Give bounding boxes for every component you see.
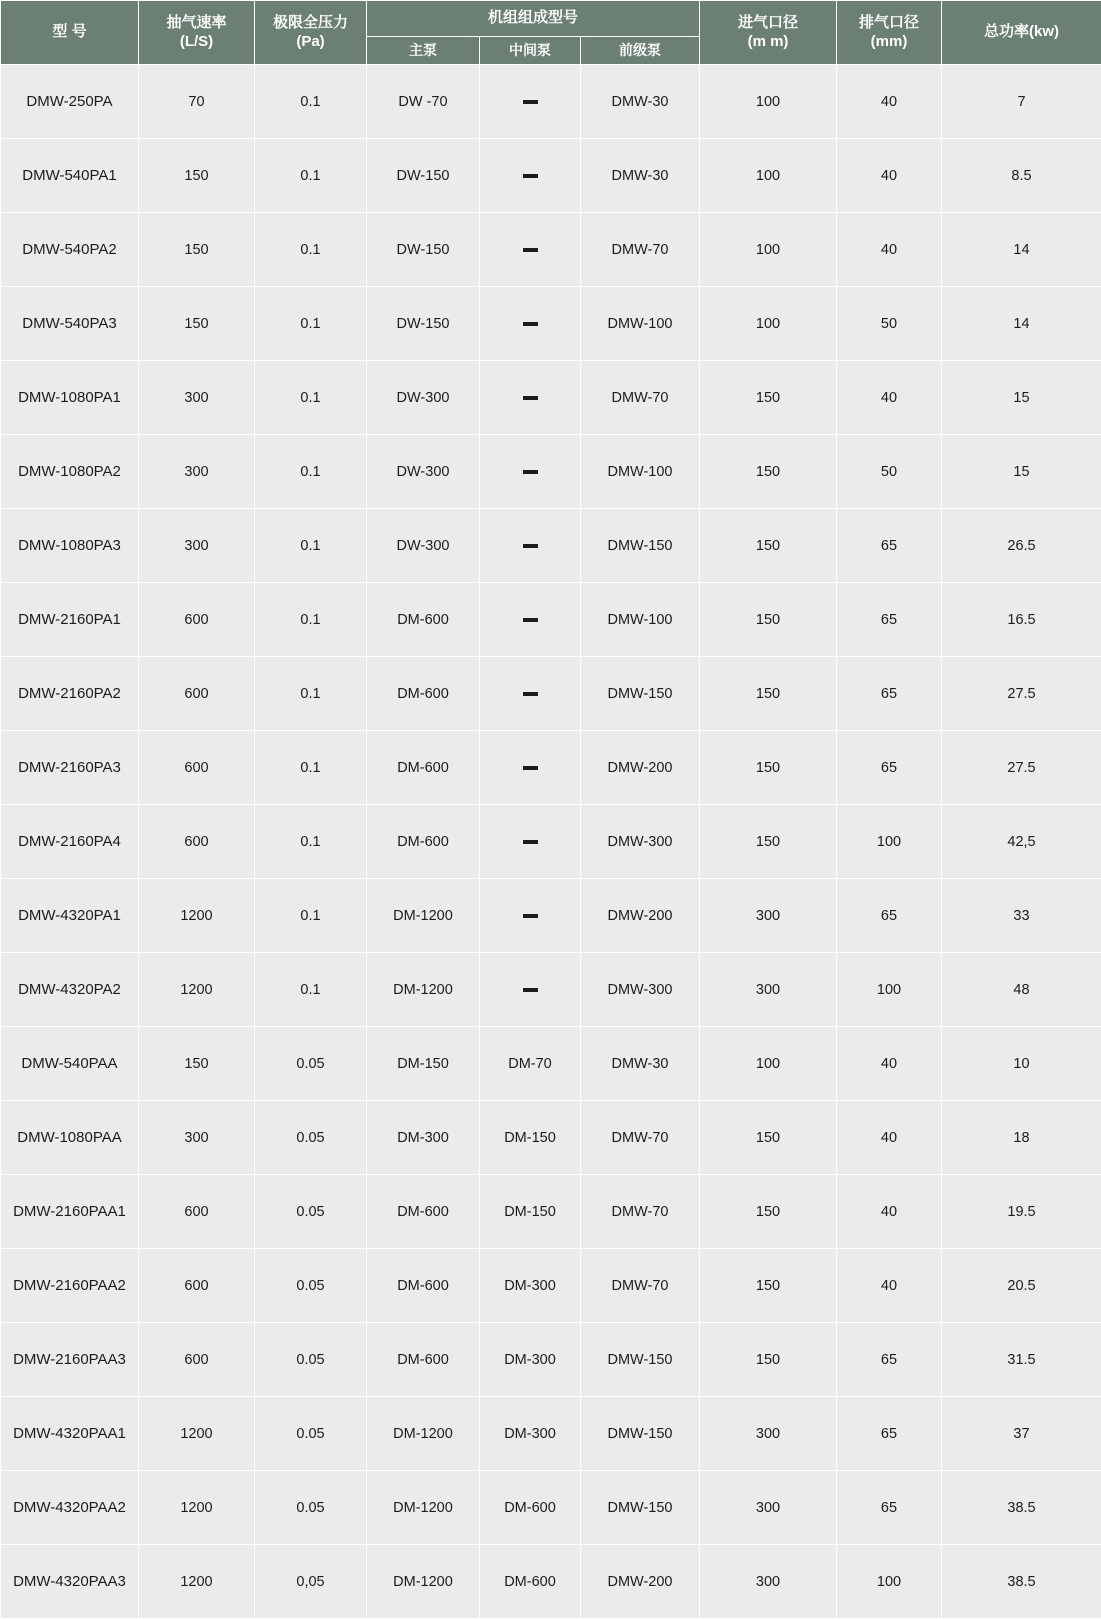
header-main-pump: 主泵 <box>367 36 480 65</box>
cell-intermediate-pump <box>480 139 581 213</box>
table-row <box>1 953 1101 1027</box>
cell-main-pump: DW -70 <box>367 65 480 139</box>
cell-backing-pump: DMW-150 <box>581 657 700 731</box>
header-backing-pump: 前级泵 <box>581 36 700 65</box>
cell-inlet-diameter: 150 <box>700 435 837 509</box>
table-row <box>1 731 1101 805</box>
header-outlet-diameter: 排气口径 (mm) <box>837 1 942 65</box>
cell-intermediate-pump <box>480 65 581 139</box>
table-row <box>1 287 1101 361</box>
cell-outlet-diameter: 50 <box>837 435 942 509</box>
cell-ultimate-pressure: 0.1 <box>255 435 367 509</box>
cell-intermediate-pump <box>480 361 581 435</box>
cell-model: DMW-540PA2 <box>1 213 139 287</box>
dash-icon <box>523 396 538 400</box>
table-row <box>1 213 1101 287</box>
dash-icon <box>523 174 538 178</box>
cell-backing-pump: DMW-70 <box>581 1249 700 1323</box>
cell-main-pump: DM-1200 <box>367 1471 480 1545</box>
cell-intermediate-pump <box>480 657 581 731</box>
cell-pumping-speed: 1200 <box>139 1545 255 1619</box>
cell-model: DMW-540PA1 <box>1 139 139 213</box>
cell-inlet-diameter: 150 <box>700 361 837 435</box>
cell-inlet-diameter: 300 <box>700 953 837 1027</box>
cell-outlet-diameter: 40 <box>837 361 942 435</box>
cell-inlet-diameter: 300 <box>700 1471 837 1545</box>
cell-inlet-diameter: 150 <box>700 657 837 731</box>
cell-model: DMW-2160PA4 <box>1 805 139 879</box>
cell-total-power: 42,5 <box>942 805 1101 879</box>
cell-main-pump: DM-1200 <box>367 1397 480 1471</box>
table-row <box>1 879 1101 953</box>
cell-inlet-diameter: 100 <box>700 213 837 287</box>
cell-total-power: 48 <box>942 953 1101 1027</box>
cell-total-power: 20.5 <box>942 1249 1101 1323</box>
cell-ultimate-pressure: 0.05 <box>255 1027 367 1101</box>
table-row <box>1 361 1101 435</box>
cell-ultimate-pressure: 0.1 <box>255 953 367 1027</box>
cell-backing-pump: DMW-100 <box>581 435 700 509</box>
cell-backing-pump: DMW-70 <box>581 1175 700 1249</box>
cell-outlet-diameter: 40 <box>837 139 942 213</box>
dash-icon <box>523 988 538 992</box>
cell-total-power: 38.5 <box>942 1545 1101 1619</box>
cell-outlet-diameter: 40 <box>837 1027 942 1101</box>
header-pumping-speed: 抽气速率 (L/S) <box>139 1 255 65</box>
cell-pumping-speed: 600 <box>139 805 255 879</box>
cell-ultimate-pressure: 0.05 <box>255 1471 367 1545</box>
cell-intermediate-pump <box>480 287 581 361</box>
cell-ultimate-pressure: 0.05 <box>255 1175 367 1249</box>
table-row <box>1 1545 1101 1619</box>
header-unit-composition: 机组组成型号 <box>367 1 700 37</box>
cell-intermediate-pump: DM-300 <box>480 1249 581 1323</box>
cell-model: DMW-4320PA2 <box>1 953 139 1027</box>
cell-main-pump: DM-600 <box>367 805 480 879</box>
cell-main-pump: DM-300 <box>367 1101 480 1175</box>
cell-pumping-speed: 600 <box>139 731 255 805</box>
cell-inlet-diameter: 100 <box>700 287 837 361</box>
cell-total-power: 26.5 <box>942 509 1101 583</box>
header-inlet-diameter: 进气口径 (m m) <box>700 1 837 65</box>
cell-outlet-diameter: 65 <box>837 509 942 583</box>
table-row <box>1 1101 1101 1175</box>
cell-ultimate-pressure: 0.1 <box>255 139 367 213</box>
cell-inlet-diameter: 100 <box>700 139 837 213</box>
cell-intermediate-pump: DM-600 <box>480 1471 581 1545</box>
cell-inlet-diameter: 150 <box>700 583 837 657</box>
cell-model: DMW-1080PA2 <box>1 435 139 509</box>
cell-model: DMW-4320PA1 <box>1 879 139 953</box>
dash-icon <box>523 322 538 326</box>
dash-icon <box>523 100 538 104</box>
cell-total-power: 37 <box>942 1397 1101 1471</box>
cell-ultimate-pressure: 0,05 <box>255 1545 367 1619</box>
cell-outlet-diameter: 40 <box>837 1101 942 1175</box>
cell-pumping-speed: 1200 <box>139 879 255 953</box>
cell-backing-pump: DMW-200 <box>581 1545 700 1619</box>
header-intermediate-pump: 中间泵 <box>480 36 581 65</box>
cell-pumping-speed: 300 <box>139 509 255 583</box>
cell-inlet-diameter: 100 <box>700 1027 837 1101</box>
cell-total-power: 38.5 <box>942 1471 1101 1545</box>
cell-intermediate-pump <box>480 583 581 657</box>
cell-backing-pump: DMW-100 <box>581 287 700 361</box>
cell-inlet-diameter: 150 <box>700 1323 837 1397</box>
cell-model: DMW-2160PA1 <box>1 583 139 657</box>
cell-pumping-speed: 300 <box>139 1101 255 1175</box>
cell-intermediate-pump: DM-70 <box>480 1027 581 1101</box>
cell-inlet-diameter: 150 <box>700 509 837 583</box>
cell-intermediate-pump <box>480 213 581 287</box>
cell-backing-pump: DMW-70 <box>581 213 700 287</box>
table-row <box>1 1249 1101 1323</box>
cell-ultimate-pressure: 0.1 <box>255 657 367 731</box>
cell-outlet-diameter: 65 <box>837 583 942 657</box>
cell-pumping-speed: 600 <box>139 657 255 731</box>
dash-icon <box>523 692 538 696</box>
cell-model: DMW-1080PAA <box>1 1101 139 1175</box>
dash-icon <box>523 248 538 252</box>
table-row <box>1 1323 1101 1397</box>
cell-outlet-diameter: 100 <box>837 953 942 1027</box>
cell-inlet-diameter: 150 <box>700 1249 837 1323</box>
cell-main-pump: DM-1200 <box>367 1545 480 1619</box>
cell-pumping-speed: 600 <box>139 1323 255 1397</box>
table-row <box>1 1027 1101 1101</box>
header-ultimate-pressure: 极限全压力 (Pa) <box>255 1 367 65</box>
table-row <box>1 805 1101 879</box>
cell-pumping-speed: 1200 <box>139 953 255 1027</box>
cell-model: DMW-4320PAA1 <box>1 1397 139 1471</box>
cell-intermediate-pump: DM-150 <box>480 1101 581 1175</box>
cell-model: DMW-4320PAA2 <box>1 1471 139 1545</box>
cell-pumping-speed: 150 <box>139 139 255 213</box>
cell-backing-pump: DMW-30 <box>581 65 700 139</box>
cell-intermediate-pump: DM-600 <box>480 1545 581 1619</box>
cell-ultimate-pressure: 0.1 <box>255 287 367 361</box>
cell-ultimate-pressure: 0.1 <box>255 361 367 435</box>
cell-intermediate-pump <box>480 509 581 583</box>
cell-main-pump: DW-150 <box>367 213 480 287</box>
cell-backing-pump: DMW-150 <box>581 1323 700 1397</box>
cell-total-power: 27.5 <box>942 731 1101 805</box>
cell-pumping-speed: 150 <box>139 1027 255 1101</box>
cell-outlet-diameter: 65 <box>837 1471 942 1545</box>
cell-main-pump: DM-600 <box>367 583 480 657</box>
cell-outlet-diameter: 100 <box>837 1545 942 1619</box>
cell-pumping-speed: 1200 <box>139 1471 255 1545</box>
cell-model: DMW-2160PAA3 <box>1 1323 139 1397</box>
table-row <box>1 583 1101 657</box>
cell-total-power: 33 <box>942 879 1101 953</box>
cell-outlet-diameter: 100 <box>837 805 942 879</box>
cell-intermediate-pump <box>480 953 581 1027</box>
cell-model: DMW-540PA3 <box>1 287 139 361</box>
dash-icon <box>523 544 538 548</box>
cell-backing-pump: DMW-150 <box>581 1397 700 1471</box>
cell-pumping-speed: 600 <box>139 583 255 657</box>
cell-main-pump: DM-1200 <box>367 953 480 1027</box>
cell-pumping-speed: 300 <box>139 361 255 435</box>
cell-total-power: 27.5 <box>942 657 1101 731</box>
cell-ultimate-pressure: 0.1 <box>255 583 367 657</box>
cell-main-pump: DM-600 <box>367 731 480 805</box>
cell-model: DMW-2160PAA1 <box>1 1175 139 1249</box>
cell-intermediate-pump <box>480 879 581 953</box>
cell-main-pump: DM-600 <box>367 1323 480 1397</box>
cell-total-power: 7 <box>942 65 1101 139</box>
cell-backing-pump: DMW-200 <box>581 731 700 805</box>
cell-ultimate-pressure: 0.1 <box>255 731 367 805</box>
cell-outlet-diameter: 65 <box>837 657 942 731</box>
cell-inlet-diameter: 300 <box>700 1397 837 1471</box>
cell-outlet-diameter: 65 <box>837 731 942 805</box>
cell-total-power: 8.5 <box>942 139 1101 213</box>
cell-ultimate-pressure: 0.05 <box>255 1397 367 1471</box>
cell-backing-pump: DMW-30 <box>581 1027 700 1101</box>
cell-outlet-diameter: 65 <box>837 1397 942 1471</box>
cell-outlet-diameter: 40 <box>837 1249 942 1323</box>
table-row <box>1 1175 1101 1249</box>
dash-icon <box>523 470 538 474</box>
cell-main-pump: DM-1200 <box>367 879 480 953</box>
cell-total-power: 15 <box>942 361 1101 435</box>
cell-ultimate-pressure: 0.05 <box>255 1249 367 1323</box>
table-row <box>1 1471 1101 1545</box>
cell-main-pump: DW-300 <box>367 509 480 583</box>
cell-outlet-diameter: 40 <box>837 1175 942 1249</box>
cell-model: DMW-250PA <box>1 65 139 139</box>
cell-total-power: 14 <box>942 287 1101 361</box>
cell-model: DMW-4320PAA3 <box>1 1545 139 1619</box>
table-row <box>1 65 1101 139</box>
cell-backing-pump: DMW-300 <box>581 953 700 1027</box>
cell-total-power: 31.5 <box>942 1323 1101 1397</box>
table-header <box>1 1 1101 65</box>
cell-intermediate-pump: DM-150 <box>480 1175 581 1249</box>
cell-total-power: 19.5 <box>942 1175 1101 1249</box>
cell-main-pump: DM-600 <box>367 1249 480 1323</box>
dash-icon <box>523 618 538 622</box>
table-row <box>1 657 1101 731</box>
table-row <box>1 1397 1101 1471</box>
cell-model: DMW-2160PA3 <box>1 731 139 805</box>
cell-outlet-diameter: 65 <box>837 1323 942 1397</box>
cell-pumping-speed: 150 <box>139 287 255 361</box>
cell-backing-pump: DMW-200 <box>581 879 700 953</box>
cell-model: DMW-1080PA3 <box>1 509 139 583</box>
table-row <box>1 139 1101 213</box>
cell-ultimate-pressure: 0.05 <box>255 1323 367 1397</box>
header-row-primary <box>1 1 1101 37</box>
header-model: 型 号 <box>1 1 139 65</box>
cell-backing-pump: DMW-300 <box>581 805 700 879</box>
cell-pumping-speed: 300 <box>139 435 255 509</box>
cell-model: DMW-2160PA2 <box>1 657 139 731</box>
cell-inlet-diameter: 150 <box>700 805 837 879</box>
cell-total-power: 14 <box>942 213 1101 287</box>
cell-model: DMW-2160PAA2 <box>1 1249 139 1323</box>
cell-intermediate-pump <box>480 435 581 509</box>
table-body <box>1 65 1101 1619</box>
cell-backing-pump: DMW-70 <box>581 1101 700 1175</box>
cell-backing-pump: DMW-70 <box>581 361 700 435</box>
cell-inlet-diameter: 300 <box>700 1545 837 1619</box>
cell-inlet-diameter: 150 <box>700 1175 837 1249</box>
table-row <box>1 435 1101 509</box>
cell-outlet-diameter: 65 <box>837 879 942 953</box>
cell-model: DMW-1080PA1 <box>1 361 139 435</box>
cell-ultimate-pressure: 0.05 <box>255 1101 367 1175</box>
cell-model: DMW-540PAA <box>1 1027 139 1101</box>
cell-backing-pump: DMW-30 <box>581 139 700 213</box>
cell-total-power: 10 <box>942 1027 1101 1101</box>
cell-main-pump: DM-150 <box>367 1027 480 1101</box>
cell-backing-pump: DMW-150 <box>581 1471 700 1545</box>
dash-icon <box>523 840 538 844</box>
cell-total-power: 18 <box>942 1101 1101 1175</box>
cell-pumping-speed: 70 <box>139 65 255 139</box>
cell-main-pump: DW-300 <box>367 361 480 435</box>
cell-inlet-diameter: 100 <box>700 65 837 139</box>
cell-outlet-diameter: 40 <box>837 213 942 287</box>
cell-intermediate-pump <box>480 805 581 879</box>
cell-ultimate-pressure: 0.1 <box>255 509 367 583</box>
table-row <box>1 509 1101 583</box>
cell-main-pump: DM-600 <box>367 657 480 731</box>
cell-main-pump: DM-600 <box>367 1175 480 1249</box>
cell-main-pump: DW-150 <box>367 139 480 213</box>
cell-ultimate-pressure: 0.1 <box>255 805 367 879</box>
cell-main-pump: DW-150 <box>367 287 480 361</box>
cell-pumping-speed: 150 <box>139 213 255 287</box>
cell-backing-pump: DMW-150 <box>581 509 700 583</box>
cell-pumping-speed: 1200 <box>139 1397 255 1471</box>
cell-outlet-diameter: 40 <box>837 65 942 139</box>
cell-intermediate-pump <box>480 731 581 805</box>
cell-ultimate-pressure: 0.1 <box>255 213 367 287</box>
cell-main-pump: DW-300 <box>367 435 480 509</box>
cell-pumping-speed: 600 <box>139 1175 255 1249</box>
dash-icon <box>523 914 538 918</box>
cell-intermediate-pump: DM-300 <box>480 1323 581 1397</box>
dash-icon <box>523 766 538 770</box>
cell-total-power: 15 <box>942 435 1101 509</box>
cell-pumping-speed: 600 <box>139 1249 255 1323</box>
cell-ultimate-pressure: 0.1 <box>255 879 367 953</box>
cell-inlet-diameter: 150 <box>700 731 837 805</box>
cell-inlet-diameter: 150 <box>700 1101 837 1175</box>
cell-backing-pump: DMW-100 <box>581 583 700 657</box>
cell-inlet-diameter: 300 <box>700 879 837 953</box>
header-total-power: 总功率(kw) <box>942 1 1101 65</box>
cell-total-power: 16.5 <box>942 583 1101 657</box>
cell-outlet-diameter: 50 <box>837 287 942 361</box>
cell-ultimate-pressure: 0.1 <box>255 65 367 139</box>
cell-intermediate-pump: DM-300 <box>480 1397 581 1471</box>
